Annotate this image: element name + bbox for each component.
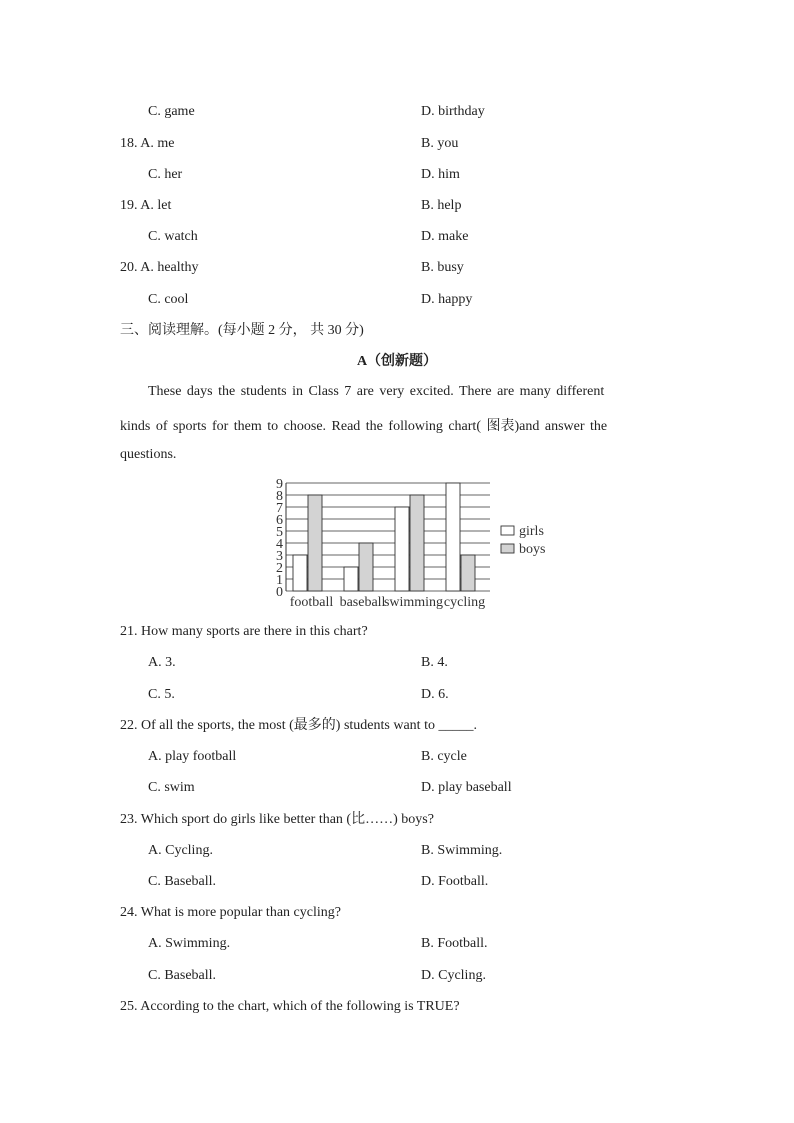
option-18-b: B. you	[421, 136, 459, 151]
question-21-stem: 21. How many sports are there in this chart?	[120, 624, 368, 639]
bar-boys-swimming	[410, 495, 424, 591]
legend-swatch-girls	[501, 526, 514, 535]
option-21-b: B. 4.	[421, 655, 448, 670]
y-tick-label: 9	[276, 477, 283, 492]
option-23-a: A. Cycling.	[148, 843, 213, 858]
legend-label-girls: girls	[519, 524, 544, 539]
y-tick-label: 6	[276, 513, 283, 528]
y-tick-label: 4	[276, 537, 283, 552]
question-24-stem: 24. What is more popular than cycling?	[120, 905, 341, 920]
option-22-d: D. play baseball	[421, 780, 512, 795]
bar-girls-swimming	[395, 507, 409, 591]
option-17-d: D. birthday	[421, 104, 485, 119]
passage-subtitle: A（创新题）	[356, 354, 438, 369]
option-24-a: A. Swimming.	[148, 936, 231, 951]
option-22-a: A. play football	[148, 749, 237, 764]
legend-swatch-boys	[501, 544, 514, 553]
option-24-d: D. Cycling.	[421, 968, 486, 983]
option-20-a: 20. A. healthy	[120, 260, 199, 275]
bar-boys-cycling	[461, 555, 475, 591]
option-20-d: D. happy	[421, 292, 473, 307]
option-21-d: D. 6.	[421, 687, 449, 702]
option-21-c: C. 5.	[148, 687, 175, 702]
option-19-a: 19. A. let	[120, 198, 172, 213]
y-tick-label: 2	[276, 561, 283, 576]
bar-boys-football	[308, 495, 322, 591]
bar-boys-baseball	[359, 543, 373, 591]
y-tick-label: 7	[276, 501, 283, 516]
x-tick-label: baseball	[339, 595, 386, 610]
bar-girls-cycling	[446, 483, 460, 591]
section-title: 三、阅读理解。(每小题 2 分， 共 30 分)	[120, 323, 364, 338]
option-23-b: B. Swimming.	[421, 843, 503, 858]
option-22-b: B. cycle	[421, 749, 467, 764]
option-24-c: C. Baseball.	[148, 968, 217, 983]
option-18-d: D. him	[421, 167, 460, 182]
y-tick-label: 0	[276, 585, 283, 600]
sports-bar-chart	[268, 476, 568, 612]
question-23-stem: 23. Which sport do girls like better than (比……) boys?	[120, 812, 434, 827]
legend-label-boys: boys	[519, 542, 546, 557]
y-tick-label: 8	[276, 489, 283, 504]
bar-girls-football	[293, 555, 307, 591]
option-19-d: D. make	[421, 229, 469, 244]
passage-line-3: questions.	[120, 447, 177, 462]
x-tick-label: cycling	[443, 595, 486, 610]
option-20-c: C. cool	[148, 292, 189, 307]
y-tick-label: 1	[276, 573, 283, 588]
passage-line-1: These days the students in Class 7 are very excited. There are many different	[148, 384, 605, 399]
option-24-b: B. Football.	[421, 936, 488, 951]
bar-girls-baseball	[344, 567, 358, 591]
option-22-c: C. swim	[148, 780, 195, 795]
question-22-stem: 22. Of all the sports, the most (最多的) students want to _____.	[120, 718, 477, 733]
option-23-d: D. Football.	[421, 874, 489, 889]
option-18-c: C. her	[148, 167, 183, 182]
option-18-a: 18. A. me	[120, 136, 175, 151]
option-17-c: C. game	[148, 104, 195, 119]
x-tick-label: swimming	[383, 595, 444, 610]
y-tick-label: 5	[276, 525, 283, 540]
question-25-stem: 25. According to the chart, which of the following is TRUE?	[120, 999, 460, 1014]
option-21-a: A. 3.	[148, 655, 176, 670]
y-tick-label: 3	[276, 549, 283, 564]
option-20-b: B. busy	[421, 260, 464, 275]
x-tick-label: football	[289, 595, 334, 610]
option-19-c: C. watch	[148, 229, 198, 244]
passage-line-2: kinds of sports for them to choose. Read the following chart( 图表)and answer the	[120, 419, 608, 434]
option-23-c: C. Baseball.	[148, 874, 217, 889]
option-19-b: B. help	[421, 198, 462, 213]
